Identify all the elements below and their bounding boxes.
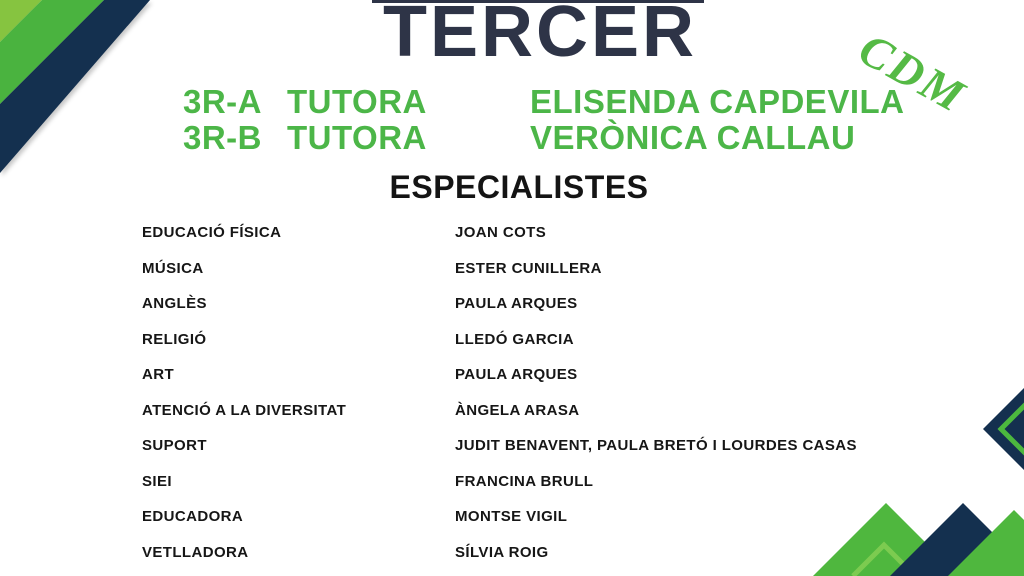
tutor-row (0, 85, 1024, 119)
teacher-cell: JOAN COTS (455, 224, 547, 241)
section-title: ESPECIALISTES (389, 169, 649, 205)
teacher-cell: JUDIT BENAVENT, PAULA BRETÓ I LOURDES CASAS (455, 437, 857, 454)
teacher-cell: FRANCINA BRULL (455, 472, 594, 490)
tutor-row (0, 121, 1024, 155)
subject-cell: MÚSICA (142, 259, 204, 277)
table-row (142, 222, 902, 258)
subject-cell: ANGLÈS (142, 295, 207, 312)
green-diamond-outline (1001, 399, 1024, 459)
subject-cell: EDUCADORA (142, 508, 244, 525)
teacher-cell: ÀNGELA ARASA (455, 401, 580, 419)
green-corner-diamond (948, 510, 1024, 576)
teacher-cell: ESTER CUNILLERA (455, 259, 602, 277)
teacher-cell: MONTSE VIGIL (455, 508, 568, 525)
teacher-cell: PAULA ARQUES (455, 366, 578, 383)
tutor-role-label: TUTORA (287, 119, 427, 156)
light-green-stripe (0, 0, 42, 42)
tutor-class-label: 3R-A (183, 83, 263, 120)
teacher-cell: PAULA ARQUES (455, 295, 578, 312)
tutor-name: ELISENDA CAPDEVILA (530, 83, 905, 120)
subject-cell: SIEI (142, 472, 172, 490)
specialists-table (142, 222, 902, 576)
subject-cell: ATENCIÓ A LA DIVERSITAT (142, 401, 347, 419)
table-row (142, 542, 902, 576)
table-row (142, 293, 902, 329)
table-row (142, 471, 902, 507)
navy-corner-diamond (890, 503, 1024, 576)
table-row (142, 400, 902, 436)
table-row (142, 435, 902, 471)
tutor-name: VERÒNICA CALLAU (530, 119, 856, 156)
subject-cell: VETLLADORA (142, 543, 249, 561)
subject-cell: ART (142, 366, 175, 383)
subject-cell: EDUCACIÓ FÍSICA (142, 224, 282, 241)
table-row (142, 258, 902, 294)
subject-cell: SUPORT (142, 437, 207, 454)
teacher-cell: LLEDÓ GARCIA (455, 330, 574, 348)
table-row (142, 329, 902, 365)
subject-cell: RELIGIÓ (142, 330, 207, 348)
table-row (142, 364, 902, 400)
cdm-monogram: CDM (850, 22, 976, 123)
page-title: TERCER (382, 0, 698, 72)
teacher-cell: SÍLVIA ROIG (455, 543, 549, 561)
navy-diamond (983, 385, 1024, 473)
table-row (142, 506, 902, 542)
tutor-class-label: 3R-B (183, 119, 263, 156)
tutor-role-label: TUTORA (287, 83, 427, 120)
